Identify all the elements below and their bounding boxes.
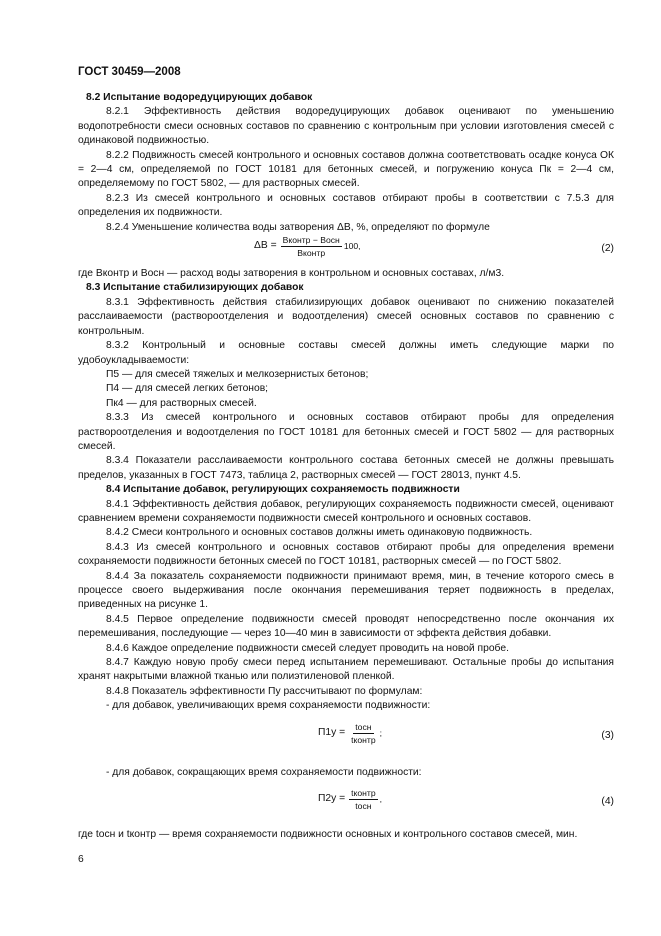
paragraph-8-3-2: 8.3.2 Контрольный и основные составы смесей должны иметь следующие марки по удобоукладываемости: (78, 340, 614, 366)
formula-2-numerator: Bконтр − Bосн (282, 235, 340, 246)
formula-4-denominator: tосн (355, 801, 372, 812)
formula-3-denominator: tконтр (351, 734, 376, 745)
paragraph-8-4-3: 8.4.3 Из смесей контрольного и основных составов отбирают пробы для определения времени сохраняемости подвижности бетонных смесей по ГОСТ 10181, растворных смесей — по ГОСТ 5802. (78, 541, 614, 568)
paragraph-8-4-4: 8.4.4 За показатель сохраняемости подвижности принимают время, мин, в течение которого смесь в процессе своего выдерживания после окончания перемешивания теряет подвижность в пределах, приведенных на рисунке 1. (78, 570, 614, 611)
formula-2-explanation: где Bконтр и Bосн — расход воды затворения в контрольном и основных составах, л/м3. (78, 268, 505, 280)
paragraph-8-4-6: 8.4.6 Каждое определение подвижности смесей следует проводить на новой пробе. (106, 642, 509, 654)
paragraph-8-3-4: 8.3.4 Показатели расслаиваемости контрольного состава бетонных смесей не должны превышать пределов, указанных в ГОСТ 7473, таблица 2, растворных смесей — ГОСТ 28013, пункт 4.5. (78, 455, 614, 481)
bullet-increase: - для добавок, увеличивающих время сохраняемости подвижности: (106, 700, 431, 712)
list-item-p4: П4 — для смесей легких бетонов; (106, 383, 269, 395)
list-item-p5: П5 — для смесей тяжелых и мелкозернистых бетонов; (106, 368, 369, 380)
paragraph-8-4-2: 8.4.2 Смеси контрольного и основных составов должны иметь одинаковую подвижность. (106, 527, 533, 539)
formula-2-lhs: ΔB = (254, 240, 277, 252)
paragraph-8-4-5: 8.4.5 Первое определение подвижности смесей проводят непосредственно после окончания их перемешивания, последующие — через 10—40 мин в зависимости от эффекта действия добавки. (78, 613, 614, 640)
document-body (78, 91, 614, 842)
formula-4-numerator: tконтр (351, 788, 376, 799)
formula-3-tail: ; (379, 727, 383, 738)
formula-4-tail: , (379, 794, 383, 805)
paragraph-8-4-8: 8.4.8 Показатель эффективности Пу рассчитывают по формулам: (106, 685, 423, 697)
paragraph-8-3-3: 8.3.3 Из смесей контрольного и основных составов отбирают пробы для определения раствороотделения и водоотделения по ГОСТ 10181 для бетонных смесей и ГОСТ 5802 — для растворных смесей. (78, 412, 614, 452)
formula-3-numerator: tосн (355, 721, 372, 732)
formula-2 (78, 235, 614, 267)
paragraph-8-3-1: 8.3.1 Эффективность действия стабилизирующих добавок оценивают по снижению показателей расслаиваемости (раствороотделения и водоотделения) смесей основных составов по сравнению с контрольным. (78, 296, 614, 337)
formula-4-lhs: П2у = (318, 793, 346, 805)
formula-2-number: (2) (601, 243, 614, 255)
section-heading-8-4: 8.4 Испытание добавок, регулирующих сохраняемость подвижности (106, 484, 460, 496)
formula-3 (78, 722, 614, 754)
formula-3-lhs: П1у = (318, 726, 346, 738)
paragraph-8-4-1: 8.4.1 Эффективность действия добавок, регулирующих сохраняемость подвижности смесей, оценивают сравнением времени сохраняемости подвижности смесей контрольного и основных составов. (78, 498, 614, 524)
formula-2-tail: 100, (343, 241, 361, 252)
formula-4 (78, 788, 614, 820)
paragraph-8-2-3: 8.2.3 Из смесей контрольного и основных составов отбирают пробы в соответствии с 7.5.3 для определения их подвижности. (78, 192, 614, 219)
section-heading-8-3: 8.3 Испытание стабилизирующих добавок (86, 282, 304, 294)
document-header: ГОСТ 30459—2008 (78, 66, 181, 78)
section-heading-8-2: 8.2 Испытание водоредуцирующих добавок (86, 92, 313, 103)
paragraph-8-2-4: 8.2.4 Уменьшение количества воды затворения ΔB, %, определяют по формуле (106, 221, 490, 233)
page-number: 6 (78, 854, 84, 865)
paragraph-8-4-7: 8.4.7 Каждую новую пробу смеси перед испытанием перемешивают. Остальные пробы до испытания хранят накрытыми влажной тканью или полиэтиленовой пленкой. (78, 657, 614, 683)
bullet-decrease: - для добавок, сокращающих время сохраняемости подвижности: (106, 766, 422, 778)
paragraph-8-2-2: 8.2.2 Подвижность смесей контрольного и основных составов должна соответствовать осадке конуса ОК = 2—4 см, определяемой по ГОСТ 10181 для бетонных смесей, и погружению конуса Пк = 2—4 см, определяемому по ГОСТ 5802, — для растворных смесей. (78, 149, 614, 190)
formula-2-denominator: Bконтр (297, 248, 326, 259)
list-item-pk4: Пк4 — для растворных смесей. (106, 397, 257, 409)
formula-3-number: (3) (601, 729, 614, 741)
paragraph-8-2-1: 8.2.1 Эффективность действия водоредуцирующих добавок оценивают по уменьшению водопотребности смеси основных составов по сравнению с контрольным при условии изготовления смесей с одинаковой подвижностью. (78, 106, 614, 147)
formula-4-number: (4) (601, 796, 614, 808)
formula-4-explanation: где tосн и tконтр — время сохраняемости подвижности основных и контрольного составов смесей, мин. (78, 829, 578, 841)
